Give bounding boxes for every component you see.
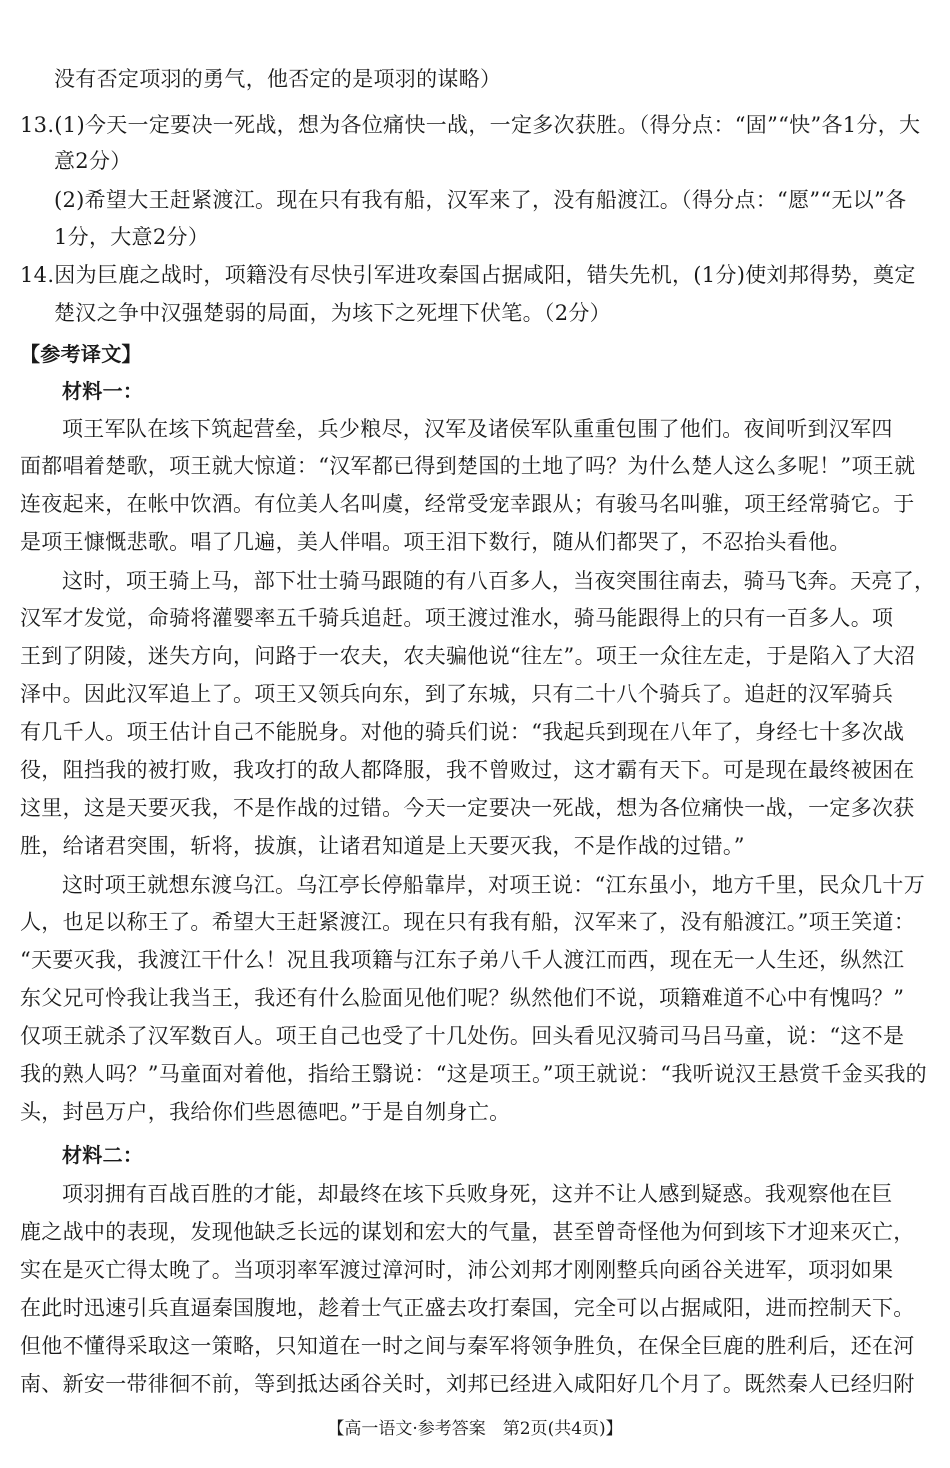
paragraph-line: 项羽拥有百战百胜的才能，却最终在垓下兵败身死，这并不让人感到疑惑。我观察他在巨 [62, 1182, 893, 1206]
paragraph-line: 东父兄可怜我让我当王，我还有什么脸面见他们呢？纵然他们不说，项籍难道不心中有愧吗？” [20, 986, 905, 1010]
material-1-heading: 材料一： [62, 379, 144, 403]
paragraph-line: 但他不懂得采取这一策略，只知道在一时之间与秦军将领争胜负，在保全巨鹿的胜利后，还在河 [20, 1334, 915, 1358]
paragraph-line: 头，封邑万户，我给你们些恩德吧。”于是自刎身亡。 [20, 1100, 511, 1124]
material-2-heading: 材料二： [62, 1143, 144, 1167]
answer-13-1-cont: 意2分） [54, 149, 132, 173]
paragraph-line: 在此时迅速引兵直逼秦国腹地，趁着士气正盛去攻打秦国，完全可以占据咸阳，进而控制天下。 [20, 1296, 915, 1320]
paragraph-line: 面都唱着楚歌，项王就大惊道：“汉军都已得到楚国的土地了吗？为什么楚人这么多呢！”项王就 [20, 454, 916, 478]
paragraph-line: 王到了阴陵，迷失方向，问路于一农夫，农夫骗他说“往左”。项王一众往左走，于是陷入了大沼 [20, 644, 916, 668]
paragraph-line: 鹿之战中的表现，发现他缺乏长远的谋划和宏大的气量，甚至曾奇怪他为何到垓下才迎来灭亡， [20, 1220, 915, 1244]
paragraph-line: 有几千人。项王估计自己不能脱身。对他的骑兵们说：“我起兵到现在八年了，身经七十多次战 [20, 720, 905, 744]
answer-14: 14.因为巨鹿之战时，项籍没有尽快引军进攻秦国占据咸阳，错失先机，(1分)使刘邦得势，奠定 [20, 263, 916, 287]
paragraph-line: 连夜起来，在帐中饮酒。有位美人名叫虞，经常受宠幸跟从；有骏马名叫骓，项王经常骑它。于 [20, 492, 915, 516]
paragraph-line: 这时，项王骑上马，部下壮士骑马跟随的有八百多人，当夜突围往南去，骑马飞奔。天亮了， [62, 569, 936, 593]
paragraph-line: 仅项王就杀了汉军数百人。项王自己也受了十几处伤。回头看见汉骑司马吕马童，说：“这不是 [20, 1024, 905, 1048]
paragraph-line: 实在是灭亡得太晚了。当项羽率军渡过漳河时，沛公刘邦才刚刚整兵向函谷关进军，项羽如果 [20, 1258, 894, 1282]
paragraph-line: 人，也足以称王了。希望大王赶紧渡江。现在只有我有船，汉军来了，没有船渡江。”项王笑道： [20, 910, 916, 934]
paragraph-line: 项王军队在垓下筑起营垒，兵少粮尽，汉军及诸侯军队重重包围了他们。夜间听到汉军四 [62, 417, 893, 441]
paragraph-line: 这里，这是天要灭我，不是作战的过错。今天一定要决一死战，想为各位痛快一战，一定多次获 [20, 796, 915, 820]
paragraph-line: 南、新安一带徘徊不前，等到抵达函谷关时，刘邦已经进入咸阳好几个月了。既然秦人已经归附 [20, 1372, 915, 1396]
paragraph-line: 是项王慷慨悲歌。唱了几遍，美人伴唱。项王泪下数行，随从们都哭了，不忍抬头看他。 [20, 530, 851, 554]
paragraph-line: “天要灭我，我渡江干什么！况且我项籍与江东子弟八千人渡江而西，现在无一人生还，纵然江 [20, 948, 905, 972]
section-title: 【参考译文】 [20, 342, 142, 366]
page-footer: 【高一语文·参考答案 第2页(共4页)】 [327, 1419, 623, 1439]
answer-13-2: (2)希望大王赶紧渡江。现在只有我有船，汉军来了，没有船渡江。（得分点：“愿”“无以”各 [54, 188, 907, 212]
paragraph-line: 我的熟人吗？”马童面对着他，指给王翳说：“这是项王。”项王就说：“我听说汉王悬赏千金买我的 [20, 1062, 927, 1086]
paragraph-line: 役，阻挡我的被打败，我攻打的敌人都降服，我不曾败过，这才霸有天下。可是现在最终被困在 [20, 758, 915, 782]
paragraph-line: 胜，给诸君突围，斩将，拔旗，让诸君知道是上天要灭我，不是作战的过错。” [20, 834, 745, 858]
paragraph-line: 泽中。因此汉军追上了。项王又领兵向东，到了东城，只有二十八个骑兵了。追赶的汉军骑兵 [20, 682, 894, 706]
paragraph-line: 汉军才发觉，命骑将灌婴率五千骑兵追赶。项王渡过淮水，骑马能跟得上的只有一百多人。项 [20, 606, 894, 630]
paragraph-line: 这时项王就想东渡乌江。乌江亭长停船靠岸，对项王说：“江东虽小，地方千里，民众几十万 [62, 873, 926, 897]
answer-13-2-cont: 1分，大意2分） [54, 225, 210, 249]
answer-14-cont: 楚汉之争中汉强楚弱的局面，为垓下之死埋下伏笔。（2分） [54, 301, 611, 325]
answer-line: 没有否定项羽的勇气，他否定的是项羽的谋略） [54, 67, 502, 91]
answer-13-1: 13.(1)今天一定要决一死战，想为各位痛快一战，一定多次获胜。（得分点：“固”“快”各1分，大 [20, 113, 921, 137]
